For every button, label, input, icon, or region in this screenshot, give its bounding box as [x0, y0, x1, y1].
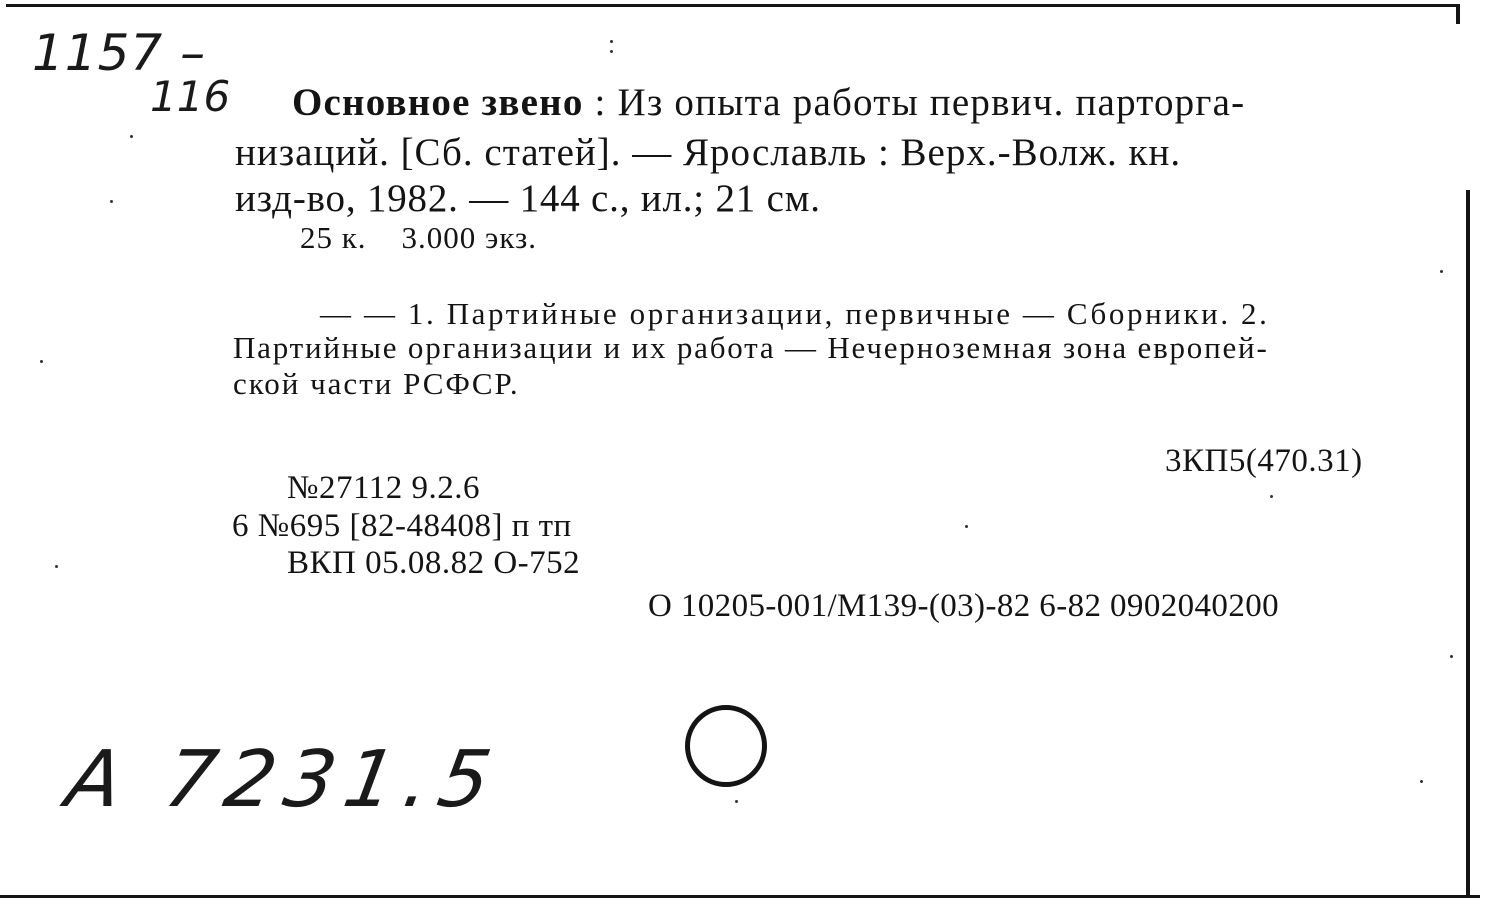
speck	[130, 135, 133, 138]
subject-line-3: ской части РСФСР.	[233, 366, 520, 401]
entry-line-3: изд-во, 1982. — 144 с., ил.; 21 см.	[235, 177, 821, 220]
entry-line-1	[292, 80, 1245, 125]
subject-line-1: — — 1. Партийные организации, первичные — Сборники. 2.	[320, 296, 1270, 331]
card-border-bottom	[0, 895, 1480, 898]
speck	[40, 360, 43, 363]
entry-line-2: низаций. [Сб. статей]. — Ярославль : Верх.-Волж. кн.	[235, 131, 1182, 174]
handwritten-call-number-bottom: 116	[150, 72, 231, 121]
entry-title-rest: : Из опыта работы первич. парторга-	[583, 81, 1246, 124]
subject-line-2: Партийные организации и их работа — Нечерноземная зона европей-	[233, 330, 1269, 365]
price-run: 25 к. 3.000 экз.	[300, 220, 538, 255]
card-border-right-lower	[1466, 190, 1470, 895]
punch-hole-circle	[685, 705, 767, 787]
entry-title: Основное звено	[292, 81, 584, 124]
speck	[1270, 495, 1273, 498]
speck	[610, 50, 613, 53]
speck	[110, 200, 113, 203]
speck	[965, 525, 968, 528]
card-border-top	[6, 4, 1460, 7]
isbn-line: О 10205-001/М139-(03)-82 6-82 0902040200	[648, 588, 1280, 624]
speck	[610, 40, 613, 43]
speck	[735, 800, 738, 803]
card-border-right	[1456, 4, 1460, 24]
speck	[1440, 270, 1443, 273]
classification-index: 3КП5(470.31)	[1165, 443, 1363, 479]
speck	[1450, 655, 1453, 658]
handwritten-accession-number: A 7231.5	[60, 735, 508, 825]
speck	[1420, 780, 1423, 783]
number-line-1: №27112 9.2.6	[287, 470, 481, 506]
number-line-2: 6 №695 [82-48408] п тп	[232, 508, 572, 544]
speck	[55, 565, 58, 568]
handwritten-call-number-top: 1157 –	[32, 24, 207, 82]
number-line-3: ВКП 05.08.82 О-752	[287, 545, 581, 581]
